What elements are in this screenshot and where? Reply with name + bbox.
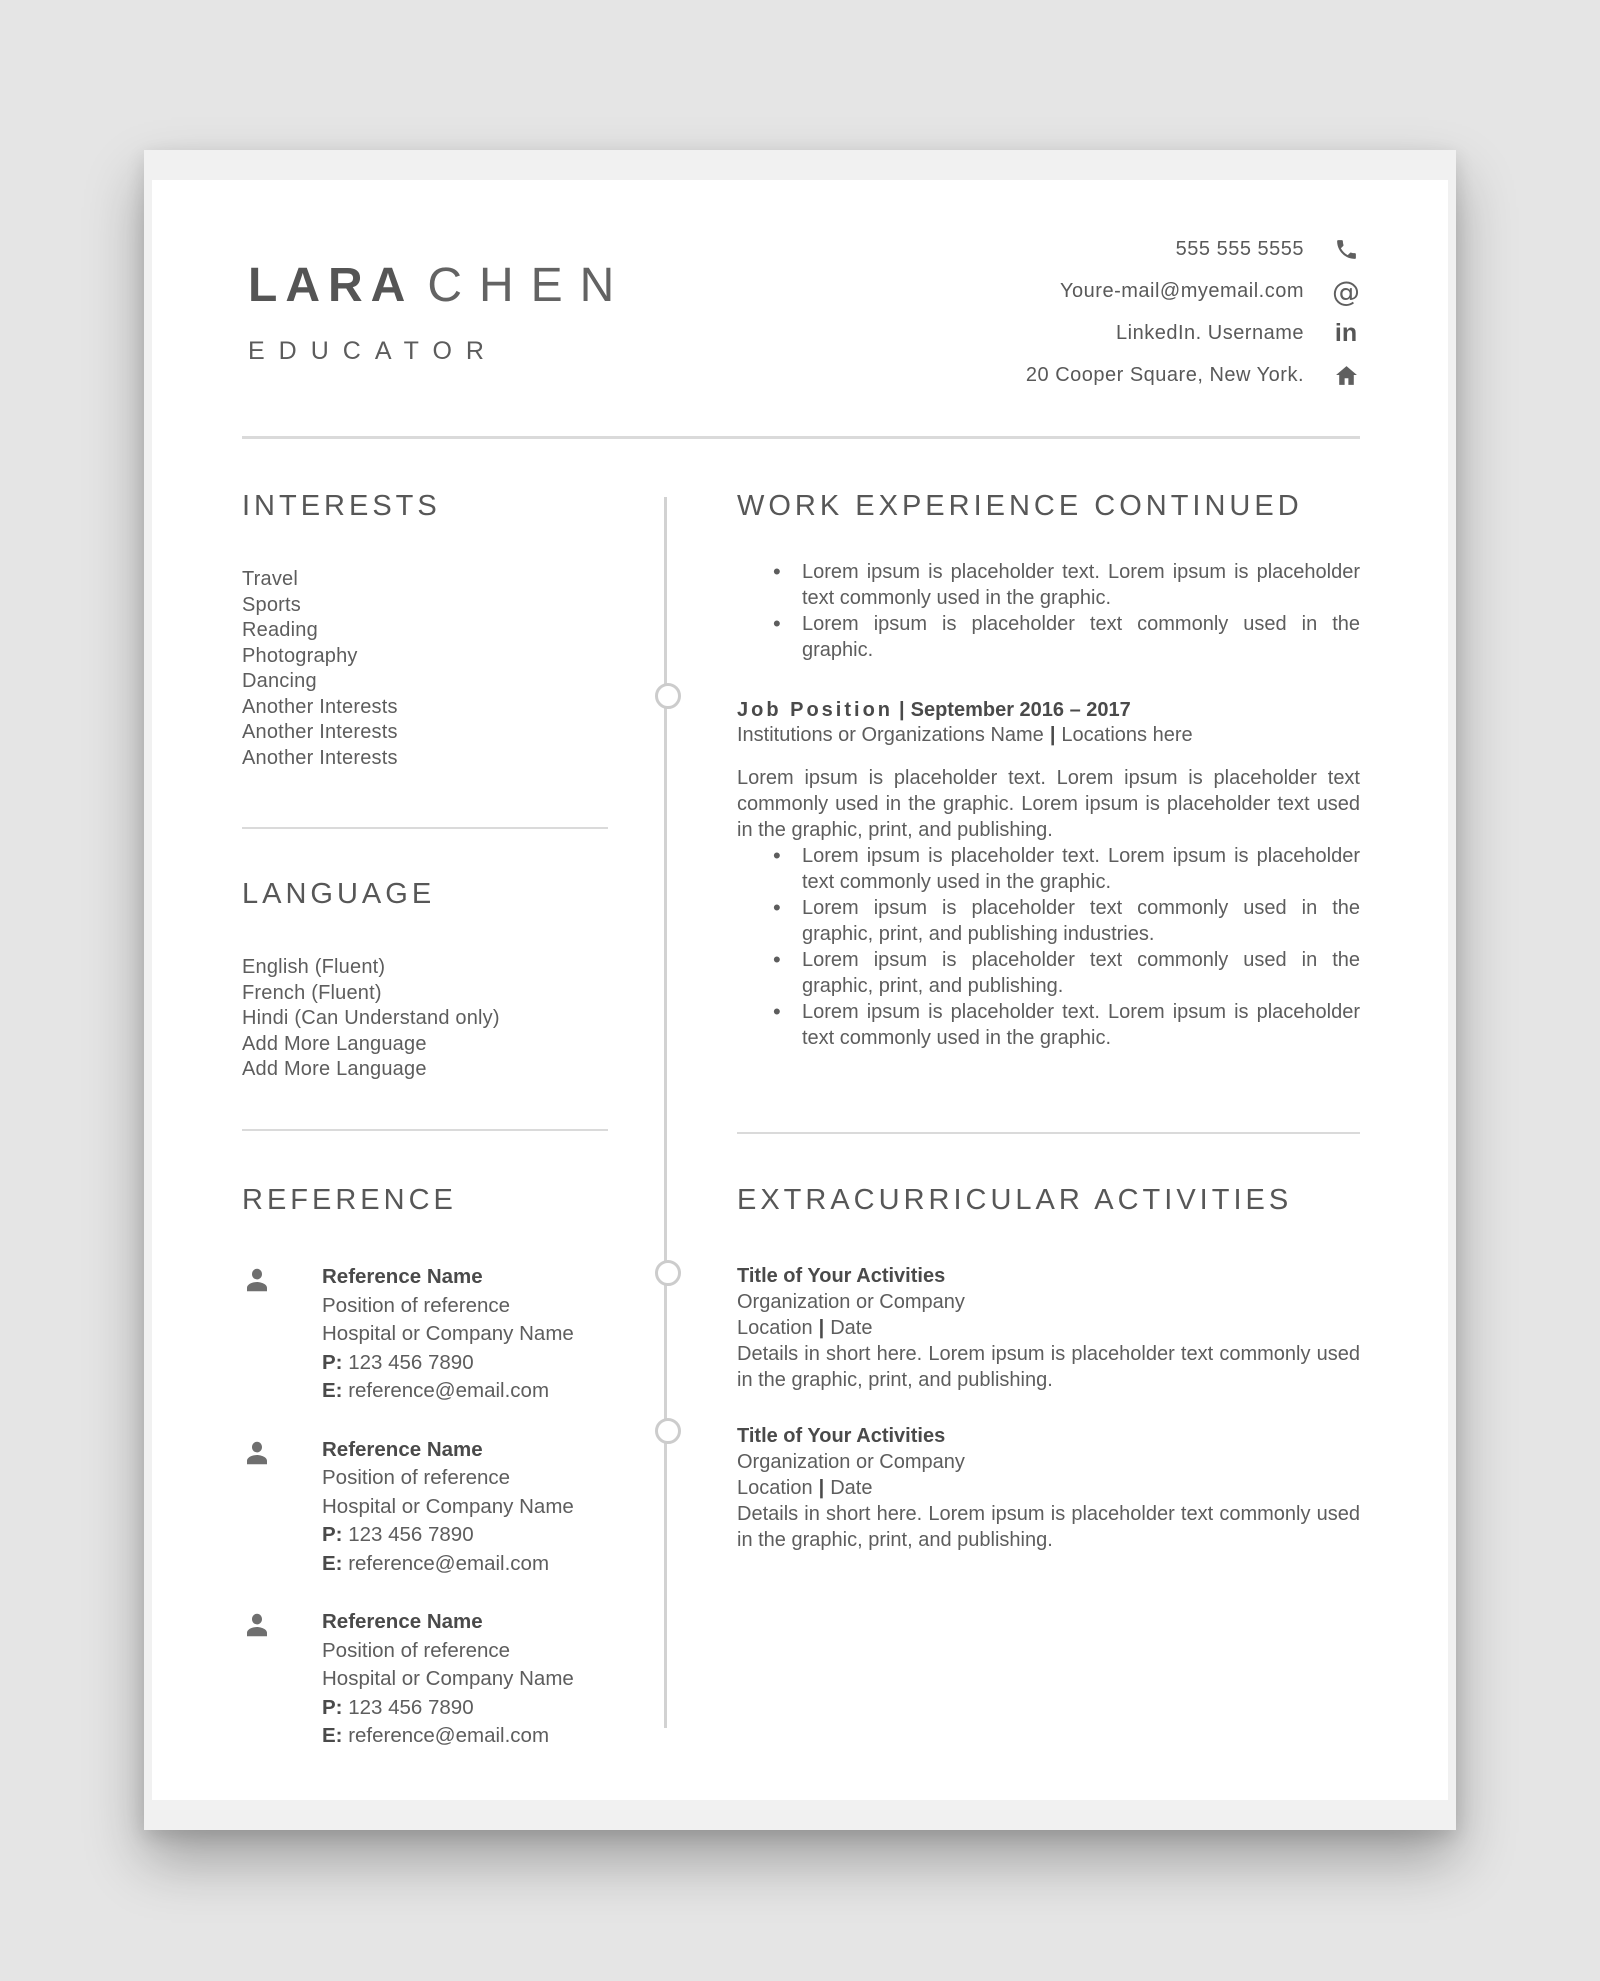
reference-heading: REFERENCE <box>242 1184 457 1216</box>
header-name-block <box>248 258 631 366</box>
section-divider <box>242 1129 608 1131</box>
list-item: Reading <box>242 619 318 641</box>
section-interests <box>242 490 622 771</box>
linkedin-username: LinkedIn. Username <box>1116 321 1304 344</box>
person-icon <box>242 1263 322 1406</box>
activity-details: Details in short here. Lorem ipsum is placeholder text commonly used in the graphic, print, and publishing. <box>737 1503 1360 1551</box>
list-item: Add More Language <box>242 1058 427 1080</box>
list-item: Another Interests <box>242 695 398 718</box>
job-position-line <box>737 699 1360 722</box>
job-title: EDUCATOR <box>248 337 498 365</box>
reference-phone: P: 123 456 7890 <box>322 1695 474 1719</box>
list-item: French (Fluent) <box>242 981 382 1004</box>
person-name <box>248 258 631 313</box>
list-item: Sports <box>242 593 302 616</box>
reference-name: Reference Name <box>322 1610 483 1633</box>
street-address: 20 Cooper Square, New York. <box>1025 363 1304 386</box>
activity-entry <box>737 1263 1360 1393</box>
reference-email: E: reference@email.com <box>322 1724 550 1747</box>
activity-entry <box>737 1423 1360 1553</box>
reference-position: Position of reference <box>322 1293 511 1317</box>
last-name: CHEN <box>427 259 632 312</box>
bullet-item: • Lorem ipsum is placeholder text commonly used in the graphic. <box>737 611 1360 663</box>
email-address: Youre-mail@myemail.com <box>1060 279 1304 302</box>
reference-name: Reference Name <box>322 1437 483 1461</box>
reference-phone: P: 123 456 7890 <box>322 1350 474 1374</box>
pipe-separator: | <box>818 1477 825 1499</box>
list-item: Add More Language <box>242 1032 427 1055</box>
activity-organization: Organization or Company <box>737 1451 965 1473</box>
work-paragraph: Lorem ipsum is placeholder text. Lorem ipsum is placeholder text commonly used in the graphic. Lorem ipsum is placeholder text used in the graphic, print, and publishing. <box>737 767 1360 841</box>
bullet-item: • Lorem ipsum is placeholder text. Lorem ipsum is placeholder text commonly used in the graphic. <box>737 559 1360 611</box>
person-icon <box>242 1608 322 1751</box>
header-divider <box>242 436 1360 439</box>
list-item: Another Interests <box>242 721 398 743</box>
contact-row-phone <box>882 228 1362 270</box>
contact-row-linkedin <box>882 312 1362 354</box>
work-experience-heading: WORK EXPERIENCE CONTINUED <box>737 490 1303 522</box>
job-dates: September 2016 – 2017 <box>910 699 1131 721</box>
activity-title: Title of Your Activities <box>737 1425 946 1447</box>
extracurricular-heading: EXTRACURRICULAR ACTIVITIES <box>737 1184 1293 1216</box>
job-position: Job Position <box>737 699 893 721</box>
section-extracurricular <box>737 1184 1360 1553</box>
pipe-separator: | <box>899 699 905 721</box>
reference-company: Hospital or Company Name <box>322 1322 574 1345</box>
reference-company: Hospital or Company Name <box>322 1494 574 1518</box>
at-icon: @ <box>1332 274 1360 308</box>
reference-entry <box>242 1436 622 1579</box>
work-top-bullet-list <box>737 559 1360 663</box>
activity-location-date: Location | Date <box>737 1477 873 1499</box>
list-item: Another Interests <box>242 746 398 769</box>
section-divider <box>737 1132 1360 1134</box>
list-item: English (Fluent) <box>242 956 386 978</box>
bullet-item: • Lorem ipsum is placeholder text. Lorem ipsum is placeholder text commonly used in the graphic. <box>737 843 1360 895</box>
first-name: LARA <box>248 259 414 312</box>
pipe-separator: | <box>818 1317 825 1339</box>
activity-details: Details in short here. Lorem ipsum is placeholder text commonly used in the graphic, print, and publishing. <box>737 1343 1360 1391</box>
reference-position: Position of reference <box>322 1466 511 1489</box>
list-item: Photography <box>242 644 358 667</box>
phone-number: 555 555 5555 <box>1175 237 1304 260</box>
reference-details <box>322 1436 574 1579</box>
pipe-separator: | <box>1049 724 1056 746</box>
contact-row-email <box>882 270 1362 312</box>
timeline-node <box>655 1260 681 1286</box>
phone-icon <box>1330 237 1362 262</box>
resume-page <box>152 180 1448 1800</box>
section-language <box>242 878 622 1083</box>
timeline-node <box>655 683 681 709</box>
reference-name: Reference Name <box>322 1265 483 1288</box>
bullet-item: • Lorem ipsum is placeholder text commonly used in the graphic, print, and publishing industries. <box>737 895 1360 947</box>
bullet-item: • Lorem ipsum is placeholder text commonly used in the graphic, print, and publishing. <box>737 947 1360 999</box>
section-reference <box>242 1184 622 1751</box>
activity-organization: Organization or Company <box>737 1291 965 1313</box>
institution-name: Institutions or Organizations Name <box>737 724 1044 746</box>
home-icon <box>1330 363 1362 388</box>
section-work-experience <box>737 490 1360 1051</box>
reference-company: Hospital or Company Name <box>322 1667 574 1690</box>
list-item: Travel <box>242 568 299 590</box>
reference-position: Position of reference <box>322 1638 511 1662</box>
timeline-node <box>655 1418 681 1444</box>
reference-email: E: reference@email.com <box>322 1379 550 1402</box>
contact-row-address <box>882 354 1362 396</box>
list-item: Dancing <box>242 670 317 692</box>
activity-title: Title of Your Activities <box>737 1265 946 1287</box>
reference-phone: P: 123 456 7890 <box>322 1523 474 1546</box>
work-bullet-list <box>737 843 1360 1051</box>
interests-heading: INTERESTS <box>242 490 441 522</box>
list-item: Hindi (Can Understand only) <box>242 1007 500 1029</box>
contact-block <box>882 228 1362 396</box>
activity-location-date: Location | Date <box>737 1317 873 1339</box>
section-divider <box>242 827 608 829</box>
person-icon <box>242 1436 322 1579</box>
reference-entry <box>242 1608 622 1751</box>
institution-line <box>737 722 1360 749</box>
reference-details <box>322 1263 574 1406</box>
bullet-item: • Lorem ipsum is placeholder text. Lorem ipsum is placeholder text commonly used in the graphic. <box>737 999 1360 1051</box>
language-list <box>242 955 622 1083</box>
reference-email: E: reference@email.com <box>322 1551 550 1575</box>
linkedin-icon: in <box>1334 318 1358 347</box>
language-heading: LANGUAGE <box>242 878 436 910</box>
timeline-line <box>664 497 667 1728</box>
job-location: Locations here <box>1061 724 1193 746</box>
reference-entry <box>242 1263 622 1406</box>
reference-details <box>322 1608 574 1751</box>
interests-list <box>242 567 622 771</box>
